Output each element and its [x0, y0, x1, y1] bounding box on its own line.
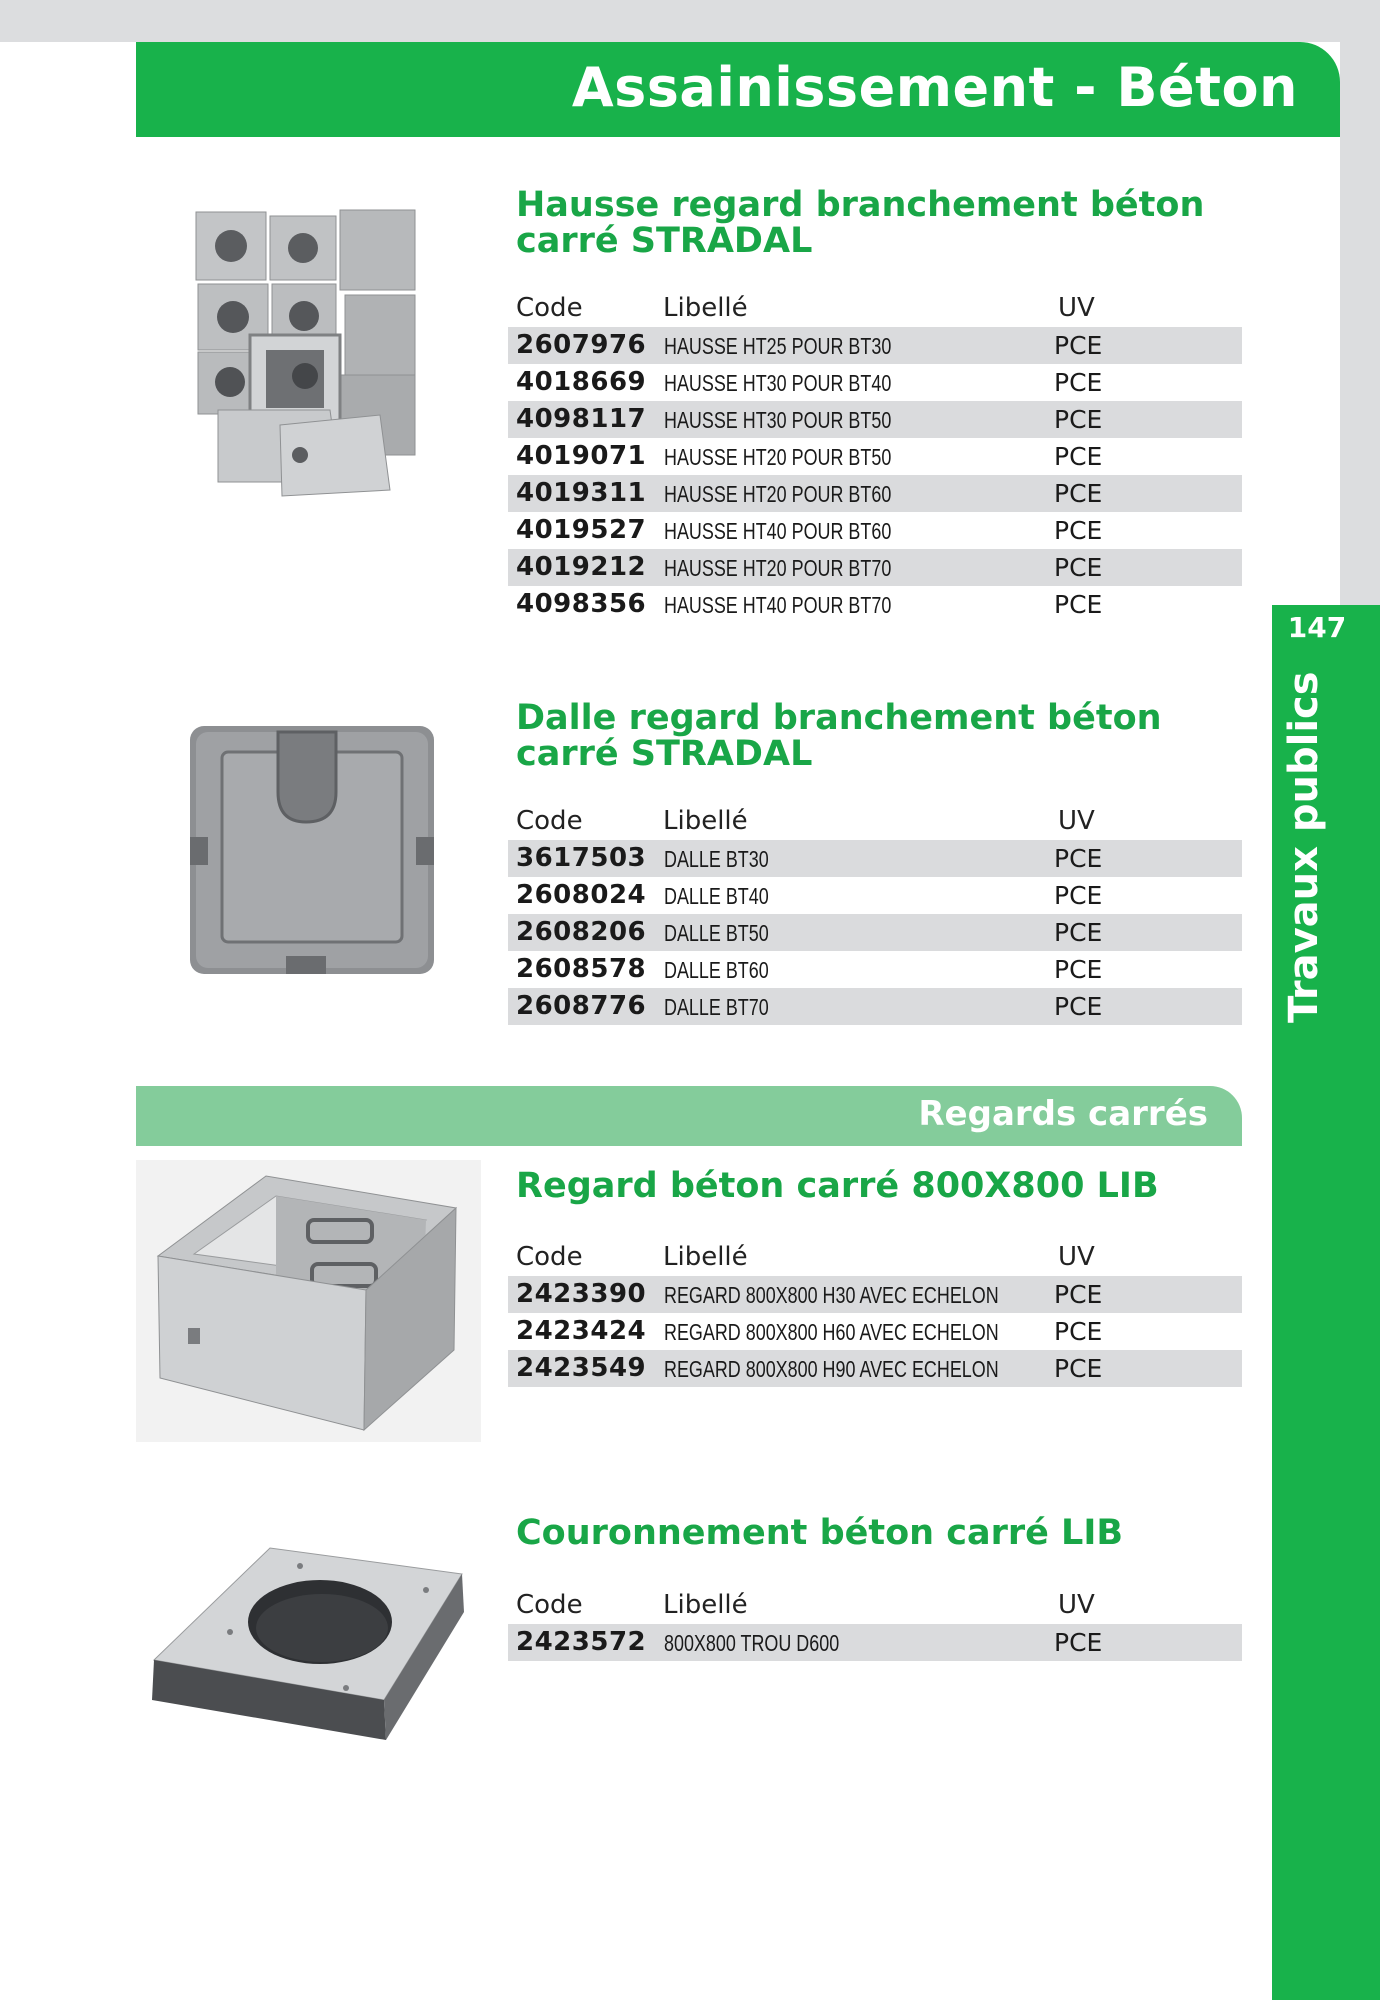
cell-code: 4098356	[516, 589, 647, 619]
cell-code: 4019071	[516, 441, 647, 471]
cell-uv: PCE	[1054, 405, 1103, 434]
column-header-uv: UV	[1058, 1242, 1095, 1272]
product-title-line: Hausse regard branchement béton	[516, 185, 1205, 225]
cell-code: 4018669	[516, 367, 647, 397]
column-header-code: Code	[516, 293, 583, 323]
cell-code: 3617503	[516, 843, 647, 873]
cell-uv: PCE	[1054, 1280, 1103, 1309]
cell-uv: PCE	[1054, 992, 1103, 1021]
column-header-uv: UV	[1058, 806, 1095, 836]
cell-uv: PCE	[1054, 479, 1103, 508]
side-tab	[1272, 605, 1380, 2000]
product-title-line: Couronnement béton carré LIB	[516, 1513, 1124, 1553]
table-row	[508, 840, 1242, 877]
product-table	[508, 840, 1242, 1025]
cell-libelle: HAUSSE HT40 POUR BT60	[664, 518, 892, 544]
product-title-line: carré STRADAL	[516, 221, 813, 261]
cell-code: 2608206	[516, 917, 647, 947]
cell-libelle: REGARD 800X800 H30 AVEC ECHELON	[664, 1282, 999, 1308]
cell-libelle: REGARD 800X800 H90 AVEC ECHELON	[664, 1356, 999, 1382]
cell-uv: PCE	[1054, 590, 1103, 619]
page-title: Assainissement - Béton	[571, 56, 1298, 119]
table-row	[508, 586, 1242, 623]
section-title: Regards carrés	[918, 1094, 1208, 1134]
table-header	[516, 1240, 1242, 1274]
cell-libelle: DALLE BT70	[664, 994, 769, 1020]
cell-code: 2423390	[516, 1279, 647, 1309]
column-header-code: Code	[516, 806, 583, 836]
table-row	[508, 1350, 1242, 1387]
cell-uv: PCE	[1054, 331, 1103, 360]
product-title	[516, 1515, 1236, 1551]
cell-code: 4019212	[516, 552, 647, 582]
table-row	[508, 327, 1242, 364]
column-header-uv: UV	[1058, 1590, 1095, 1620]
product-table	[508, 327, 1242, 623]
table-row	[508, 549, 1242, 586]
cell-uv: PCE	[1054, 1628, 1103, 1657]
product-title-line: Dalle regard branchement béton	[516, 698, 1162, 738]
product-title	[516, 700, 1236, 772]
cell-code: 2608776	[516, 991, 647, 1021]
cell-code: 4098117	[516, 404, 647, 434]
cell-libelle: HAUSSE HT30 POUR BT40	[664, 370, 892, 396]
side-tab-label: Travaux publics	[1281, 671, 1327, 1023]
cell-code: 4019311	[516, 478, 647, 508]
cell-libelle: HAUSSE HT20 POUR BT50	[664, 444, 892, 470]
column-header-libelle: Libellé	[663, 1590, 748, 1620]
product-title-line: Regard béton carré 800X800 LIB	[516, 1166, 1159, 1206]
table-row	[508, 988, 1242, 1025]
table-row	[508, 1624, 1242, 1661]
section-band	[136, 1086, 1242, 1146]
cell-uv: PCE	[1054, 918, 1103, 947]
product-table	[508, 1624, 1242, 1661]
product-image-regard	[136, 1160, 481, 1442]
cell-code: 4019527	[516, 515, 647, 545]
product-image-couronnement	[150, 1540, 468, 1745]
cell-code: 2423549	[516, 1353, 647, 1383]
cell-uv: PCE	[1054, 1317, 1103, 1346]
right-margin	[1340, 0, 1380, 610]
cell-code: 2423572	[516, 1627, 647, 1657]
cell-libelle: DALLE BT40	[664, 883, 769, 909]
table-row	[508, 951, 1242, 988]
cell-libelle: HAUSSE HT20 POUR BT70	[664, 555, 892, 581]
table-row	[508, 401, 1242, 438]
product-title-line: carré STRADAL	[516, 734, 813, 774]
table-row	[508, 512, 1242, 549]
column-header-libelle: Libellé	[663, 806, 748, 836]
cell-libelle: DALLE BT30	[664, 846, 769, 872]
cell-libelle: HAUSSE HT20 POUR BT60	[664, 481, 892, 507]
cell-libelle: DALLE BT60	[664, 957, 769, 983]
cell-code: 2423424	[516, 1316, 647, 1346]
table-header	[516, 804, 1242, 838]
cell-code: 2607976	[516, 330, 647, 360]
page-number: 147	[1287, 611, 1347, 644]
cell-libelle: HAUSSE HT25 POUR BT30	[664, 333, 892, 359]
cell-uv: PCE	[1054, 442, 1103, 471]
cell-libelle: DALLE BT50	[664, 920, 769, 946]
cell-uv: PCE	[1054, 1354, 1103, 1383]
cell-uv: PCE	[1054, 844, 1103, 873]
cell-code: 2608024	[516, 880, 647, 910]
column-header-libelle: Libellé	[663, 1242, 748, 1272]
cell-libelle: HAUSSE HT40 POUR BT70	[664, 592, 892, 618]
product-image-dalle	[186, 722, 438, 978]
cell-uv: PCE	[1054, 881, 1103, 910]
column-header-libelle: Libellé	[663, 293, 748, 323]
table-header	[516, 1588, 1242, 1622]
table-row	[508, 877, 1242, 914]
product-image-hausse	[190, 200, 430, 500]
cell-code: 2608578	[516, 954, 647, 984]
product-table	[508, 1276, 1242, 1387]
product-title	[516, 187, 1236, 259]
table-row	[508, 1276, 1242, 1313]
cell-uv: PCE	[1054, 553, 1103, 582]
product-title	[516, 1168, 1236, 1204]
header-bar	[136, 42, 1340, 137]
top-margin	[0, 0, 1380, 42]
table-header	[516, 291, 1242, 325]
cell-uv: PCE	[1054, 955, 1103, 984]
cell-libelle: REGARD 800X800 H60 AVEC ECHELON	[664, 1319, 999, 1345]
column-header-code: Code	[516, 1590, 583, 1620]
table-row	[508, 475, 1242, 512]
column-header-code: Code	[516, 1242, 583, 1272]
cell-libelle: 800X800 TROU D600	[664, 1630, 840, 1656]
table-row	[508, 364, 1242, 401]
cell-uv: PCE	[1054, 368, 1103, 397]
cell-libelle: HAUSSE HT30 POUR BT50	[664, 407, 892, 433]
column-header-uv: UV	[1058, 293, 1095, 323]
table-row	[508, 1313, 1242, 1350]
table-row	[508, 914, 1242, 951]
table-row	[508, 438, 1242, 475]
cell-uv: PCE	[1054, 516, 1103, 545]
